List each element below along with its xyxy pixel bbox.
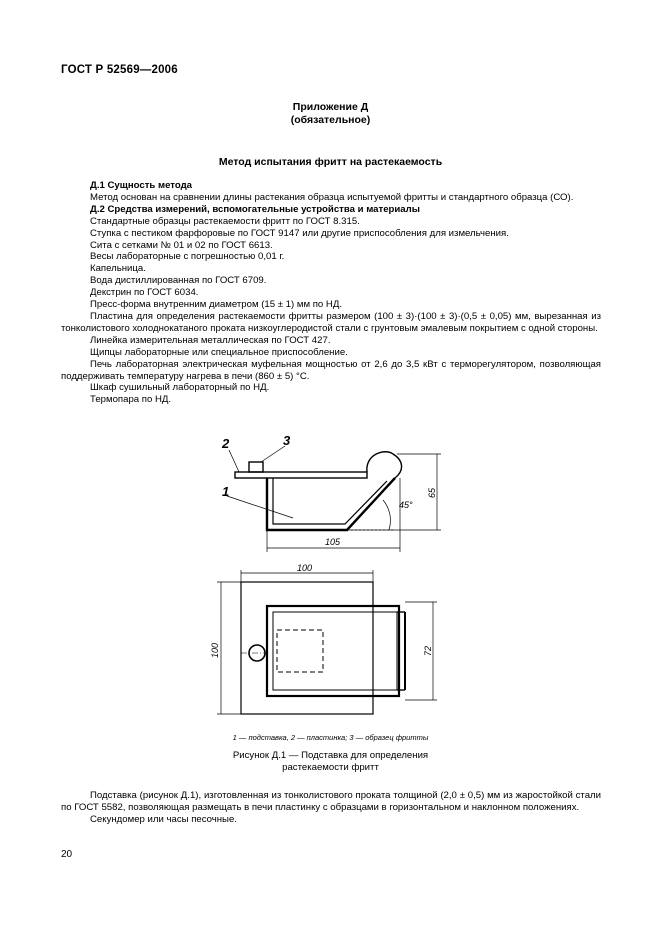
method-title: Метод испытания фритт на растекаемость xyxy=(218,156,443,168)
stand-lip xyxy=(367,452,402,478)
stand-part xyxy=(267,478,395,530)
top-stand-outline xyxy=(267,606,399,696)
section-d2-heading: Д.2 Средства измерений, вспомогательные устройства и материалы xyxy=(90,203,420,215)
doc-header: ГОСТ Р 52569—2006 xyxy=(61,64,178,76)
figure-legend: 1 — подставка, 2 — пластинка; 3 — образец фритты xyxy=(232,733,429,742)
list-item: Шкаф сушильный лабораторный по НД. xyxy=(90,382,270,394)
list-item: Стандартные образцы растекаемости фритт по ГОСТ 8.315. xyxy=(90,215,360,227)
list-item: Сита с сетками № 01 и 02 по ГОСТ 6613. xyxy=(90,239,273,251)
callout-3: 3 xyxy=(283,433,291,448)
figure-caption-line-1: Рисунок Д.1 — Подставка для определения xyxy=(232,750,429,761)
list-item: Пресс-форма внутренним диаметром (15 ± 1) мм по НД. xyxy=(90,299,343,311)
figure-caption xyxy=(0,750,661,774)
list-item: Пластина для определения растекаемости фритты размером (100 ± 3)·(100 ± 3)·(0,5 ± 0,05) мм, вырезанная из тонколистового холоднокатаного проката низкоуглеродистой стали с грунтовым эмалевым покрытием с одной стороны. xyxy=(61,310,601,334)
list-item: Ступка с пестиком фарфоровые по ГОСТ 9147 или другие приспособления для измельчения. xyxy=(90,227,509,239)
dim-angle: 45° xyxy=(399,500,413,510)
list-item: Вода дистиллированная по ГОСТ 6709. xyxy=(90,275,267,287)
dim-top-height: 100 xyxy=(210,642,220,658)
list-item: Капельница. xyxy=(90,263,146,275)
figure-stand-drawing xyxy=(205,432,465,727)
dim-side-length: 105 xyxy=(325,537,341,547)
body-text xyxy=(61,180,601,406)
list-item: Весы лабораторные с погрешностью 0,01 г. xyxy=(90,251,285,263)
list-item: Печь лабораторная электрическая муфельная мощностью от 2,6 до 3,5 кВт с терморегулятором, позволяющая поддерживать температуру нагрева в печи (860 ± 5) °С. xyxy=(61,358,601,382)
dim-top-inner: 72 xyxy=(423,645,433,656)
callout-1: 1 xyxy=(222,484,230,499)
appendix-subtitle: (обязательное) xyxy=(290,114,371,126)
appendix-title: Приложение Д xyxy=(292,101,369,113)
list-item: Декстрин по ГОСТ 6034. xyxy=(90,287,199,299)
plate-part xyxy=(235,472,367,478)
sample-part xyxy=(249,462,263,472)
section-d1-text: Метод основан на сравнении длины растекания образца испытуемой фритты и стандартного образца (СО). xyxy=(90,191,574,203)
appendix-heading xyxy=(0,101,661,127)
dim-side-height: 65 xyxy=(427,487,437,498)
page-number: 20 xyxy=(61,849,73,860)
figure-caption-line-2: растекаемости фритт xyxy=(282,762,379,773)
callout-2: 2 xyxy=(222,436,230,451)
list-item: Линейка измерительная металлическая по ГОСТ 427. xyxy=(90,334,331,346)
closing-text xyxy=(61,790,601,826)
top-plate-outline xyxy=(241,582,373,714)
paragraph: Секундомер или часы песочные. xyxy=(90,813,237,825)
list-item: Термопара по НД. xyxy=(90,394,172,406)
sample-zone xyxy=(277,630,323,672)
list-item: Щипцы лабораторные или специальное приспособление. xyxy=(90,346,348,358)
dim-top-width: 100 xyxy=(297,563,313,573)
paragraph: Подставка (рисунок Д.1), изготовленная из тонколистового проката толщиной (2,0 ± 0,5) мм из жаростойкой стали по ГОСТ 5582, позволяющая размещать в печи пластинку с образцами в горизонтальном и наклонном положениях. xyxy=(61,790,601,813)
top-view xyxy=(217,570,437,714)
section-d1-heading: Д.1 Сущность метода xyxy=(90,180,193,191)
